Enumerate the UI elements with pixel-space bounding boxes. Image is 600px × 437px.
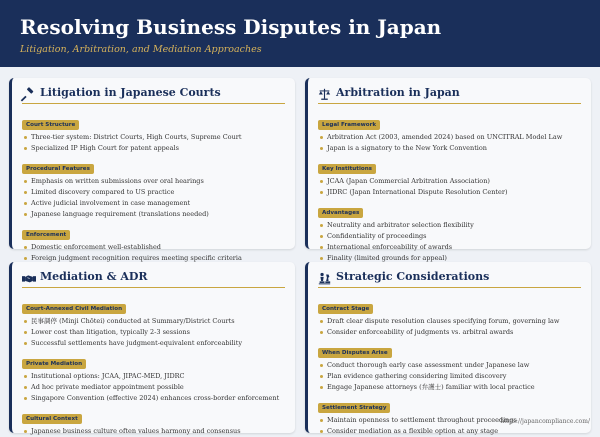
section-tag: When Disputes Arise [318, 348, 392, 358]
card-mediation [9, 262, 295, 433]
gavel-icon [22, 86, 35, 99]
card-litigation [9, 78, 295, 262]
list-item: Engage Japanese attorneys (弁護士) familiar with local practice [318, 382, 581, 393]
card-arbitration [305, 78, 591, 262]
bullet-list [22, 132, 285, 154]
card-title: Mediation & ADR [40, 270, 148, 283]
section-tag: Advantages [318, 208, 363, 218]
list-item: Japan is a signatory to the New York Convention [318, 143, 581, 154]
list-item: JCAA (Japan Commercial Arbitration Association) [318, 176, 581, 187]
list-item: Neutrality and arbitrator selection flexibility [318, 220, 581, 231]
list-item: Maintain openness to settlement throughout proceedings [318, 415, 581, 426]
section-tag: Court Structure [22, 120, 79, 130]
list-item: Limited discovery compared to US practice [22, 187, 285, 198]
card-title: Arbitration in Japan [336, 86, 460, 99]
section-tag: Procedural Features [22, 164, 94, 174]
footer-url: https://japancompliance.com/ [500, 418, 590, 425]
card-header [22, 85, 285, 104]
list-item: Three-tier system: District Courts, High Courts, Supreme Court [22, 132, 285, 143]
section-tag: Cultural Context [22, 414, 82, 424]
list-item: Ad hoc private mediator appointment possible [22, 382, 285, 393]
card-title: Litigation in Japanese Courts [40, 86, 221, 99]
card-header [318, 85, 581, 104]
scales-icon [318, 86, 331, 99]
bullet-list [22, 242, 285, 264]
list-item: Plan evidence gathering considering limited discovery [318, 371, 581, 382]
bullet-list [318, 132, 581, 154]
card-header [318, 269, 581, 288]
bullet-list [318, 316, 581, 338]
list-item: JIDRC (Japan International Dispute Resolution Center) [318, 187, 581, 198]
list-item: Active judicial involvement in case management [22, 198, 285, 209]
section-tag: Enforcement [22, 230, 70, 240]
list-item: Lower cost than litigation, typically 2-3 sessions [22, 327, 285, 338]
list-item: Conduct thorough early case assessment under Japanese law [318, 360, 581, 371]
list-item: Japanese business culture often values harmony and consensus [22, 426, 285, 437]
card-header [22, 269, 285, 288]
bullet-list [318, 220, 581, 264]
section-tag: Private Mediation [22, 359, 86, 369]
chess-icon [318, 270, 331, 283]
list-item: Japanese language requirement (translations needed) [22, 209, 285, 220]
list-item: Draft clear dispute resolution clauses specifying forum, governing law [318, 316, 581, 327]
list-item: Specialized IP High Court for patent appeals [22, 143, 285, 154]
card-strategic [305, 262, 591, 433]
list-item: Singapore Convention (effective 2024) enhances cross-border enforcement [22, 393, 285, 404]
section-tag: Court-Annexed Civil Mediation [22, 304, 126, 314]
page-header [0, 0, 600, 67]
list-item: Arbitration Act (2003, amended 2024) based on UNCITRAL Model Law [318, 132, 581, 143]
bullet-list [22, 426, 285, 437]
section-tag: Legal Framework [318, 120, 380, 130]
bullet-list [22, 176, 285, 220]
page-title: Resolving Business Disputes in Japan [20, 15, 442, 39]
list-item: Institutional options: JCAA, JIPAC-MED, JIDRC [22, 371, 285, 382]
list-item: Finality (limited grounds for appeal) [318, 253, 581, 264]
card-title: Strategic Considerations [336, 270, 490, 283]
section-tag: Contract Stage [318, 304, 373, 314]
page-subtitle: Litigation, Arbitration, and Mediation Approaches [20, 44, 262, 55]
list-item: Confidentiality of proceedings [318, 231, 581, 242]
section-tag: Settlement Strategy [318, 403, 390, 413]
bullet-list [22, 371, 285, 404]
list-item: International enforceability of awards [318, 242, 581, 253]
list-item: Consider enforceability of judgments vs. arbitral awards [318, 327, 581, 338]
list-item: Emphasis on written submissions over oral hearings [22, 176, 285, 187]
list-item: Domestic enforcement well-established [22, 242, 285, 253]
bullet-list [22, 316, 285, 349]
list-item: Foreign judgment recognition requires meeting specific criteria [22, 253, 285, 264]
section-tag: Key Institutions [318, 164, 376, 174]
handshake-icon [22, 270, 35, 283]
list-item: Successful settlements have judgment-equivalent enforceability [22, 338, 285, 349]
list-item: Consider mediation as a flexible option at any stage [318, 426, 581, 437]
bullet-list [318, 176, 581, 198]
bullet-list [318, 360, 581, 393]
list-item: 民事調停 (Minji Chōtei) conducted at Summary/District Courts [22, 316, 285, 327]
